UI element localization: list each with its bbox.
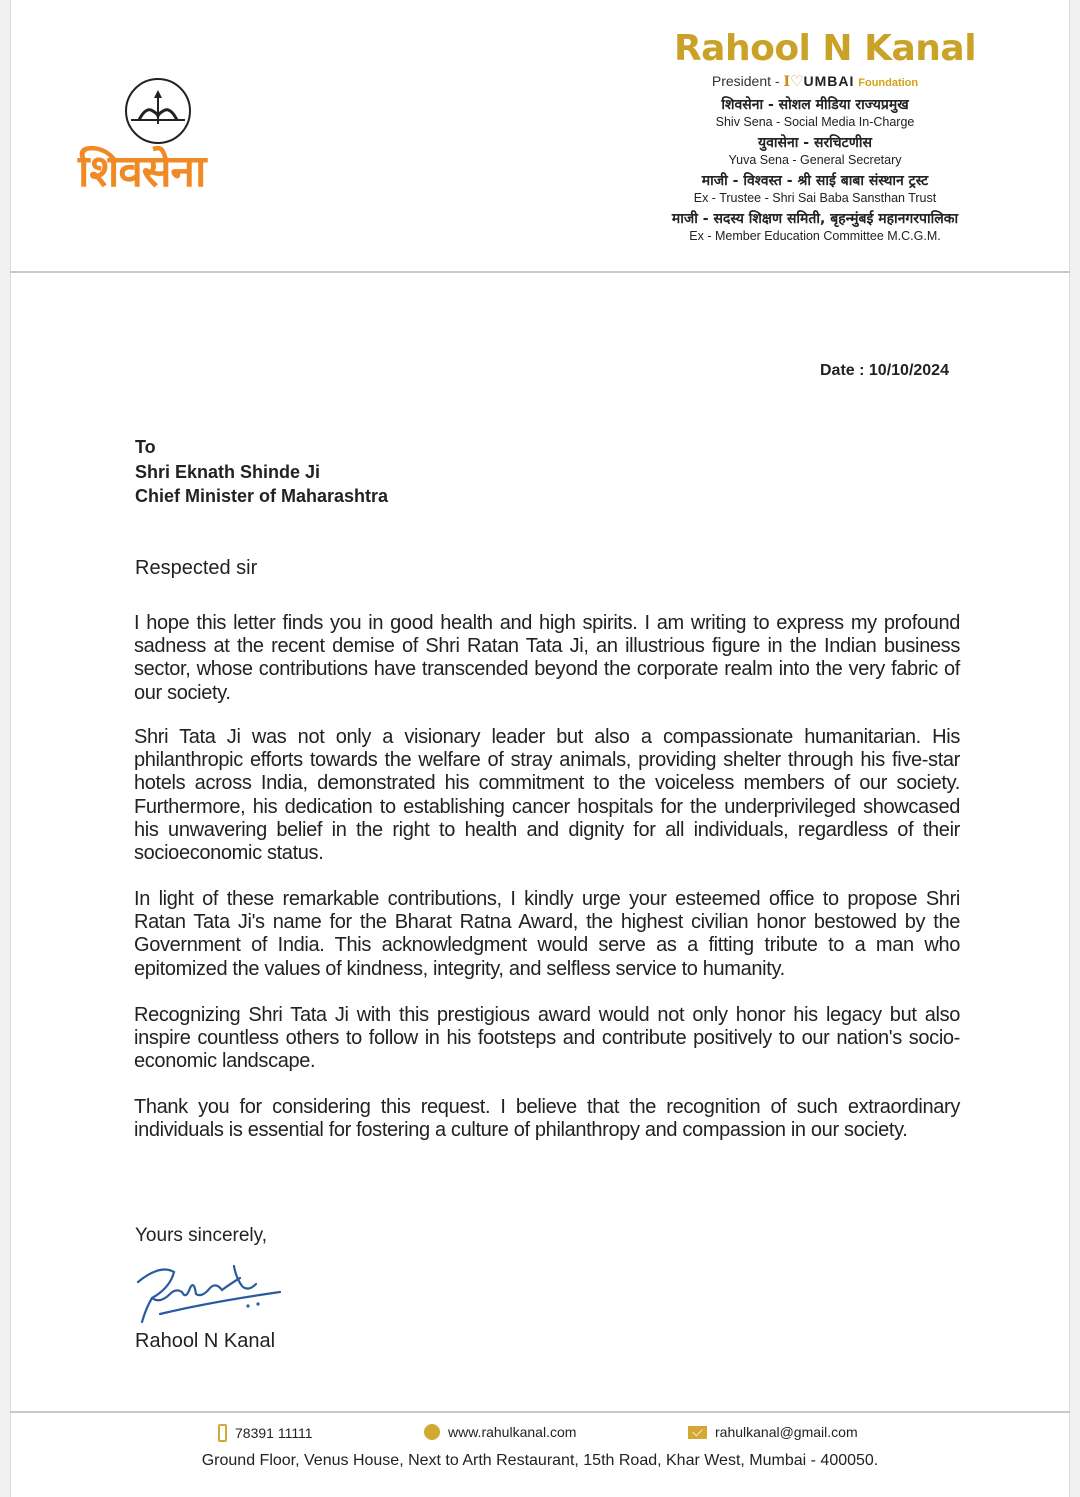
contact-email[interactable] [688,1424,858,1440]
role-block [640,210,990,244]
body-paragraph: Shri Tata Ji was not only a visionary leader but also a compassionate humanitarian. His philanthropic efforts towards the welfare of stray animals, providing shelter through his five-star hotels across India, demonstrated his commitment to the voiceless members of our society. Furthermore, his dedication to establishing cancer hospitals for the underprivileged showcased his unwavering belief in the right to health and dignity for all individuals, regardless of their socioeconomic status. [134,726,960,865]
brand-i: I [783,74,791,90]
recipient-name: Shri Eknath Shinde Ji [135,461,321,482]
role-hindi: माजी - विश्वस्त - श्री साई बाबा संस्थान ट्रस्ट [701,173,929,189]
role-block [640,134,990,168]
heart-icon: ♡ [790,73,804,90]
email-link[interactable]: rahulkanal@gmail.com [715,1424,858,1440]
globe-icon [424,1424,440,1440]
brand-umbai: UMBAI [803,73,855,89]
role-english: Ex - Trustee - Shri Sai Baba Sansthan Trust [693,191,937,205]
letterhead [640,26,990,244]
role-hindi: माजी - सदस्य शिक्षण समिती, बृहन्मुंबई महानगरपालिका [671,211,959,227]
party-logo-text: शिवसेना [78,146,206,197]
role-hindi: शिवसेना - सोशल मीडिया राज्यप्रमुख [721,97,909,113]
phone-number: 78391 11111 [235,1425,313,1441]
role-english: Ex - Member Education Committee M.C.G.M. [689,229,941,243]
body-paragraph: I hope this letter finds you in good health and high spirits. I am writing to express my profound sadness at the recent demise of Shri Ratan Tata Ji, an illustrious figure in the Indian business sector, whose contributions have transcended beyond the corporate realm into the very fabric of our society. [134,612,960,704]
footer-divider [10,1411,1070,1413]
brand-foundation: Foundation [858,77,919,89]
body-paragraph: Thank you for considering this request. I believe that the recognition of such extraordinary individuals is essential for fostering a culture of philanthropy and compassion in our society. [134,1096,960,1142]
bow-and-arrow-icon [125,78,191,144]
contact-website[interactable] [424,1424,576,1440]
address: Ground Floor, Venus House, Next to Arth Restaurant, 15th Road, Khar West, Mumbai - 400050. [201,1452,879,1469]
website-link[interactable]: www.rahulkanal.com [448,1424,577,1440]
signer-name: Rahool N Kanal [135,1330,276,1352]
role-hindi: युवासेना - सरचिटणीस [758,135,872,151]
role-block [640,172,990,206]
signature [130,1258,300,1328]
header-divider [10,271,1070,273]
closing: Yours sincerely, [135,1225,268,1246]
recipient-block [135,435,388,509]
president-line [640,72,990,92]
role-english: Shiv Sena - Social Media In-Charge [715,115,915,129]
salutation: Respected sir [135,557,258,579]
role-block [640,96,990,130]
letterhead-name: Rahool N Kanal [673,28,977,69]
contact-row [0,1424,1080,1446]
letter-date: Date : 10/10/2024 [820,362,949,379]
role-english: Yuva Sena - General Secretary [728,153,902,167]
body-paragraph: In light of these remarkable contributions, I kindly urge your esteemed office to propose Shri Ratan Tata Ji's name for the Bharat Ratna Award, the highest civilian honor bestowed by the Government of India. This acknowledgment would serve as a fitting tribute to a man who epitomized the values of kindness, integrity, and selfless service to humanity. [134,888,960,980]
president-prefix: President - [711,73,784,89]
contact-phone [218,1424,313,1442]
recipient-title: Chief Minister of Maharashtra [135,486,389,506]
mail-icon [688,1426,707,1439]
to-label: To [135,437,156,457]
phone-icon [218,1424,227,1442]
body-paragraph: Recognizing Shri Tata Ji with this prestigious award would not only honor his legacy but also inspire countless others to follow in his footsteps and contribute positively to our nation's socio-economic landscape. [134,1004,960,1073]
